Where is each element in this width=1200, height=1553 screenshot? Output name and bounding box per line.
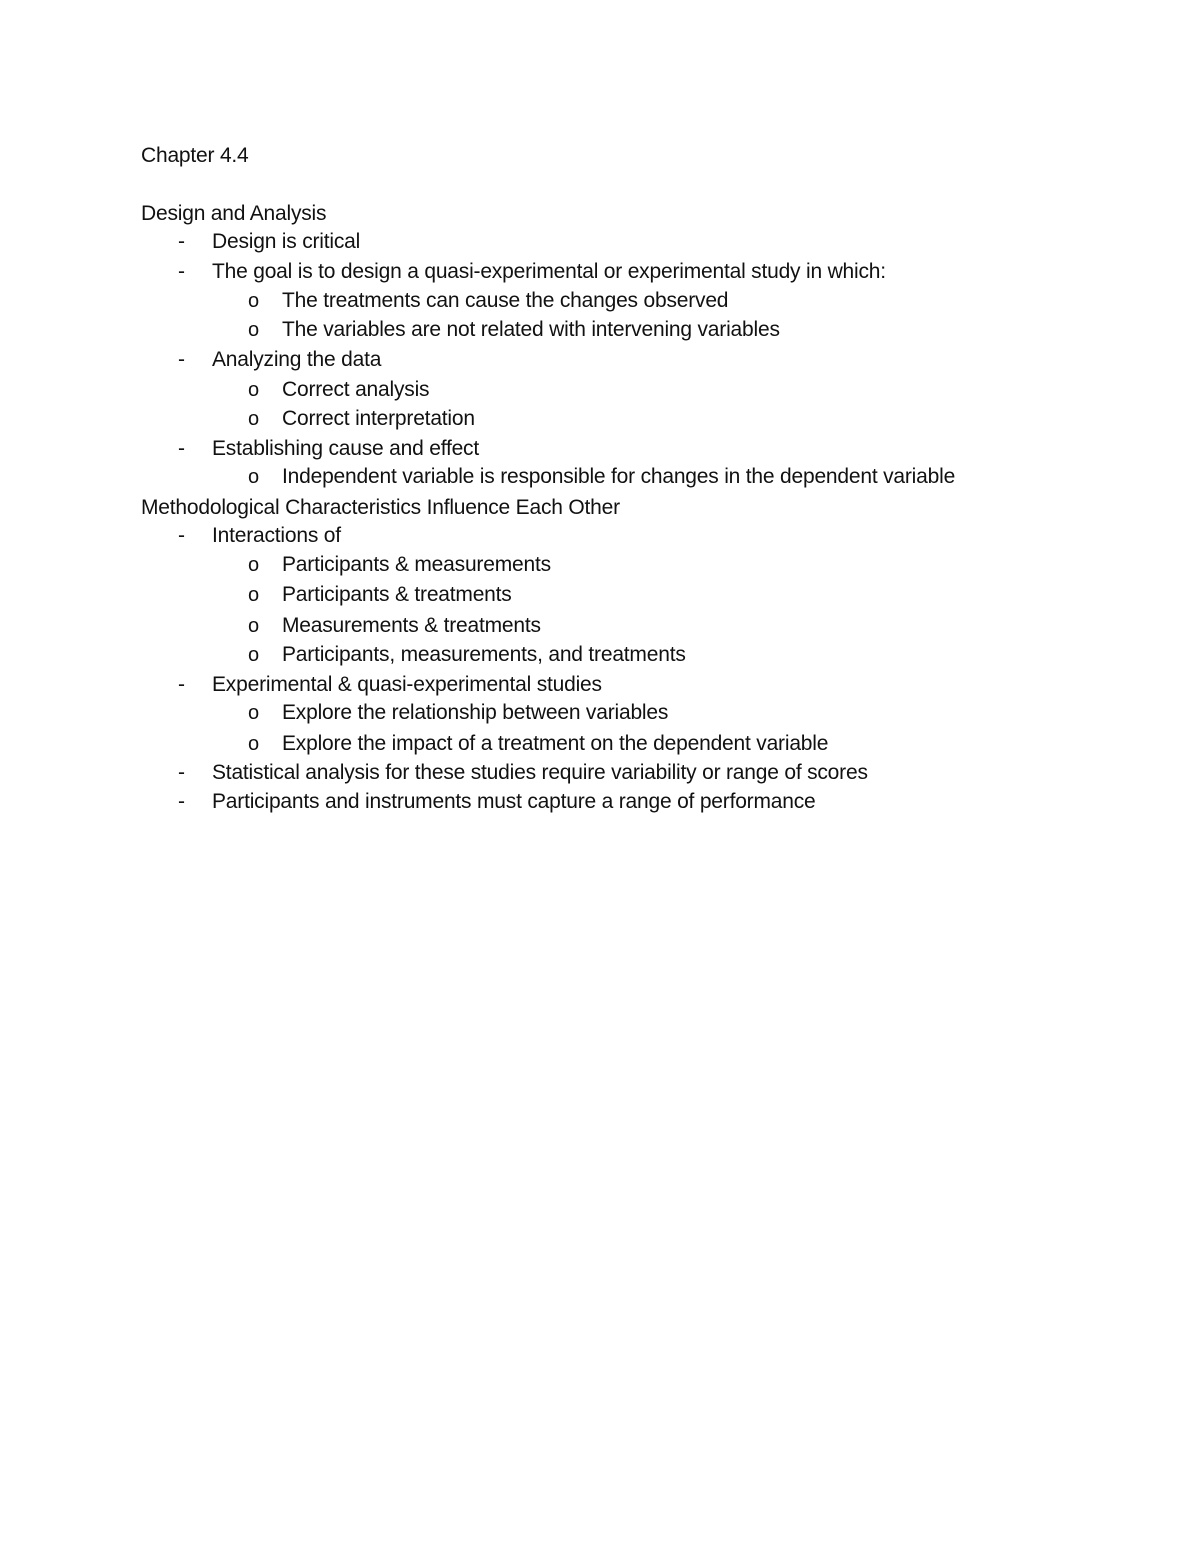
sub-bullet-item: Participants & measurements [282,553,551,576]
bullet-item: Interactions of [212,524,341,547]
bullet-marker: - [178,348,185,371]
sub-bullet-item: Measurements & treatments [282,614,541,637]
bullet-marker: - [178,790,185,813]
sub-bullet-item: Participants, measurements, and treatments [282,643,686,666]
sub-bullet-marker: o [248,554,260,576]
sub-bullet-item: Explore the impact of a treatment on the dependent variable [282,732,829,755]
bullet-item: Analyzing the data [212,348,382,371]
sub-bullet-marker: o [248,408,260,430]
bullet-item: The goal is to design a quasi-experimental or experimental study in which: [212,260,886,283]
sub-bullet-item: Independent variable is responsible for changes in the dependent variable [282,465,956,488]
sub-bullet-marker: o [248,644,260,666]
sub-bullet-marker: o [248,466,260,488]
bullet-item: Establishing cause and effect [212,437,479,460]
sub-bullet-item: Correct analysis [282,378,430,401]
bullet-marker: - [178,673,185,696]
section-heading: Methodological Characteristics Influence Each Other [141,496,620,519]
sub-bullet-marker: o [248,702,260,724]
sub-bullet-item: Correct interpretation [282,407,475,430]
bullet-marker: - [178,437,185,460]
bullet-item: Participants and instruments must capture a range of performance [212,790,816,813]
section-heading: Design and Analysis [141,202,327,225]
bullet-marker: - [178,761,185,784]
sub-bullet-item: The treatments can cause the changes observed [282,289,729,312]
chapter-title: Chapter 4.4 [141,144,249,167]
bullet-marker: - [178,524,185,547]
bullet-marker: - [178,260,185,283]
bullet-marker: - [178,230,185,253]
sub-bullet-item: The variables are not related with intervening variables [282,318,780,341]
sub-bullet-item: Participants & treatments [282,583,512,606]
bullet-item: Experimental & quasi-experimental studies [212,673,602,696]
sub-bullet-marker: o [248,319,260,341]
bullet-item: Statistical analysis for these studies require variability or range of scores [212,761,868,784]
sub-bullet-marker: o [248,615,260,637]
sub-bullet-marker: o [248,290,260,312]
sub-bullet-item: Explore the relationship between variables [282,701,669,724]
sub-bullet-marker: o [248,584,260,606]
bullet-item: Design is critical [212,230,361,253]
sub-bullet-marker: o [248,379,260,401]
sub-bullet-marker: o [248,733,260,755]
